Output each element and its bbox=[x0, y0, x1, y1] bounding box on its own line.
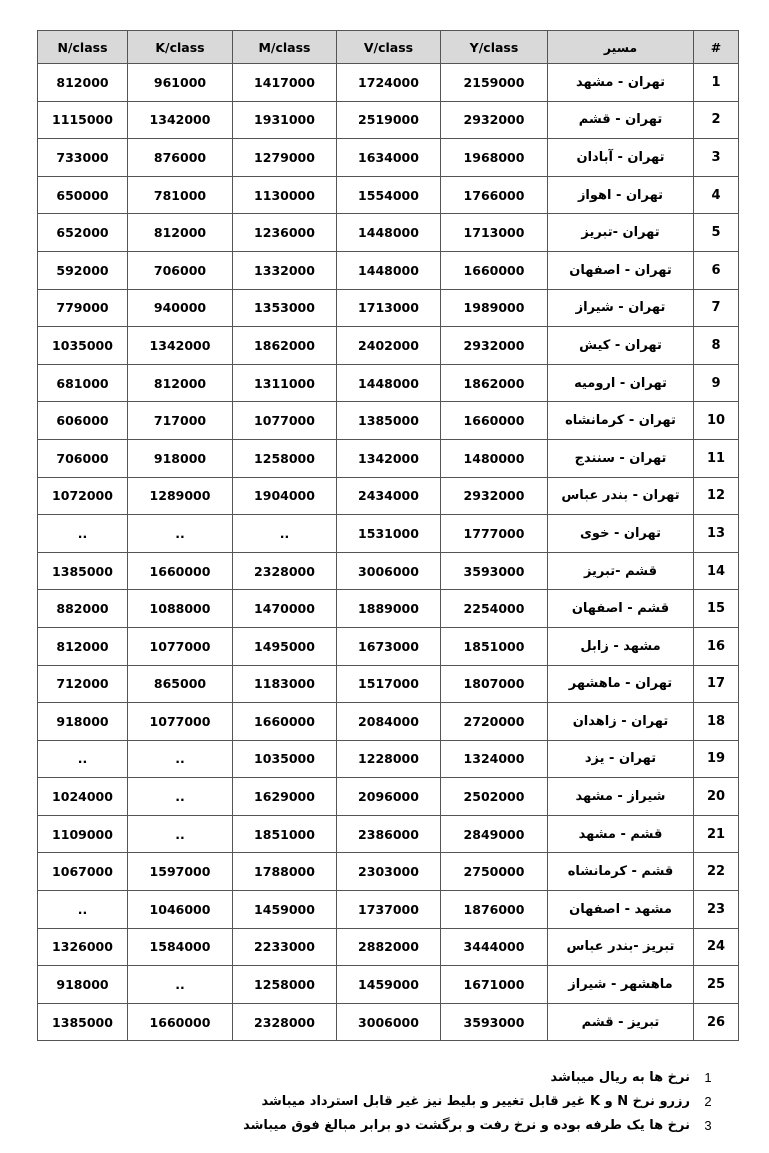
cell-k-class: 1660000 bbox=[128, 552, 233, 590]
cell-n-class: 882000 bbox=[38, 590, 128, 628]
cell-y-class: 1876000 bbox=[441, 891, 548, 929]
cell-k-class: 1289000 bbox=[128, 477, 233, 515]
table-row bbox=[38, 891, 739, 929]
cell-index: 14 bbox=[694, 552, 739, 590]
cell-n-class: 650000 bbox=[38, 176, 128, 214]
cell-m-class: 1258000 bbox=[233, 966, 337, 1004]
cell-m-class: 1862000 bbox=[233, 327, 337, 365]
table-row bbox=[38, 778, 739, 816]
note-item bbox=[200, 1089, 720, 1113]
cell-v-class: 2096000 bbox=[337, 778, 441, 816]
cell-k-class: 961000 bbox=[128, 64, 233, 102]
cell-n-class: 1326000 bbox=[38, 928, 128, 966]
header-index: # bbox=[694, 31, 739, 64]
cell-route: تهران - ارومیه bbox=[548, 364, 694, 402]
cell-m-class: 1417000 bbox=[233, 64, 337, 102]
header-row bbox=[38, 31, 739, 64]
cell-y-class: 2750000 bbox=[441, 853, 548, 891]
cell-route: ماهشهر - شیراز bbox=[548, 966, 694, 1004]
table-row bbox=[38, 364, 739, 402]
cell-index: 13 bbox=[694, 515, 739, 553]
cell-index: 5 bbox=[694, 214, 739, 252]
cell-route: تهران - آبادان bbox=[548, 139, 694, 177]
note-text: نرخ ها یک طرفه بوده و نرخ رفت و برگشت دو برابر مبالغ فوق میباشد bbox=[243, 1117, 690, 1133]
cell-k-class: .. bbox=[128, 778, 233, 816]
header-v-class: V/class bbox=[337, 31, 441, 64]
cell-k-class: 1088000 bbox=[128, 590, 233, 628]
cell-n-class: .. bbox=[38, 740, 128, 778]
cell-m-class: 2328000 bbox=[233, 1003, 337, 1041]
cell-route: تبریز -بندر عباس bbox=[548, 928, 694, 966]
cell-route: مشهد - اصفهان bbox=[548, 891, 694, 929]
table-row bbox=[38, 214, 739, 252]
cell-route: تهران - اهواز bbox=[548, 176, 694, 214]
cell-route: قشم - کرمانشاه bbox=[548, 853, 694, 891]
cell-index: 6 bbox=[694, 251, 739, 289]
cell-k-class: 706000 bbox=[128, 251, 233, 289]
table-row bbox=[38, 552, 739, 590]
cell-y-class: 2254000 bbox=[441, 590, 548, 628]
cell-route: تهران - کرمانشاه bbox=[548, 402, 694, 440]
cell-k-class: 1077000 bbox=[128, 703, 233, 741]
note-number: 3 bbox=[704, 1117, 712, 1133]
cell-m-class: 1353000 bbox=[233, 289, 337, 327]
cell-n-class: 606000 bbox=[38, 402, 128, 440]
header-y-class: Y/class bbox=[441, 31, 548, 64]
note-text: نرخ ها به ریال میباشد bbox=[550, 1069, 690, 1085]
table-row bbox=[38, 327, 739, 365]
cell-v-class: 1448000 bbox=[337, 214, 441, 252]
cell-v-class: 1385000 bbox=[337, 402, 441, 440]
cell-route: تهران - ماهشهر bbox=[548, 665, 694, 703]
table-row bbox=[38, 740, 739, 778]
cell-index: 16 bbox=[694, 627, 739, 665]
cell-y-class: 2159000 bbox=[441, 64, 548, 102]
cell-n-class: 779000 bbox=[38, 289, 128, 327]
cell-index: 4 bbox=[694, 176, 739, 214]
cell-n-class: .. bbox=[38, 891, 128, 929]
cell-y-class: 2932000 bbox=[441, 101, 548, 139]
cell-v-class: 1448000 bbox=[337, 251, 441, 289]
note-item bbox=[200, 1065, 720, 1089]
cell-route: قشم - اصفهان bbox=[548, 590, 694, 628]
cell-route: تهران - خوی bbox=[548, 515, 694, 553]
cell-route: تهران - شیراز bbox=[548, 289, 694, 327]
cell-route: تهران - زاهدان bbox=[548, 703, 694, 741]
cell-n-class: 918000 bbox=[38, 703, 128, 741]
cell-y-class: 2932000 bbox=[441, 327, 548, 365]
cell-k-class: 1584000 bbox=[128, 928, 233, 966]
cell-m-class: 1236000 bbox=[233, 214, 337, 252]
cell-v-class: 1459000 bbox=[337, 966, 441, 1004]
cell-y-class: 2932000 bbox=[441, 477, 548, 515]
cell-v-class: 1713000 bbox=[337, 289, 441, 327]
cell-v-class: 2882000 bbox=[337, 928, 441, 966]
cell-y-class: 1480000 bbox=[441, 439, 548, 477]
cell-k-class: .. bbox=[128, 815, 233, 853]
cell-m-class: 1495000 bbox=[233, 627, 337, 665]
cell-m-class: 1931000 bbox=[233, 101, 337, 139]
cell-v-class: 2084000 bbox=[337, 703, 441, 741]
cell-n-class: 681000 bbox=[38, 364, 128, 402]
cell-v-class: 1342000 bbox=[337, 439, 441, 477]
cell-y-class: 1851000 bbox=[441, 627, 548, 665]
cell-v-class: 1448000 bbox=[337, 364, 441, 402]
cell-y-class: 3593000 bbox=[441, 552, 548, 590]
cell-y-class: 1777000 bbox=[441, 515, 548, 553]
cell-index: 15 bbox=[694, 590, 739, 628]
cell-index: 12 bbox=[694, 477, 739, 515]
cell-n-class: 592000 bbox=[38, 251, 128, 289]
table-row bbox=[38, 815, 739, 853]
cell-route: تهران - مشهد bbox=[548, 64, 694, 102]
header-k-class: K/class bbox=[128, 31, 233, 64]
table-row bbox=[38, 703, 739, 741]
table-header bbox=[38, 31, 739, 64]
cell-index: 11 bbox=[694, 439, 739, 477]
cell-y-class: 1660000 bbox=[441, 251, 548, 289]
cell-route: مشهد - زابل bbox=[548, 627, 694, 665]
cell-v-class: 3006000 bbox=[337, 552, 441, 590]
cell-n-class: 1072000 bbox=[38, 477, 128, 515]
cell-route: شیراز - مشهد bbox=[548, 778, 694, 816]
table-row bbox=[38, 477, 739, 515]
cell-k-class: 1597000 bbox=[128, 853, 233, 891]
table-row bbox=[38, 139, 739, 177]
table-row bbox=[38, 665, 739, 703]
cell-index: 21 bbox=[694, 815, 739, 853]
cell-y-class: 2720000 bbox=[441, 703, 548, 741]
cell-n-class: 812000 bbox=[38, 64, 128, 102]
cell-route: تهران - کیش bbox=[548, 327, 694, 365]
table-row bbox=[38, 101, 739, 139]
header-route: مسیر bbox=[548, 31, 694, 64]
cell-v-class: 1554000 bbox=[337, 176, 441, 214]
table-row bbox=[38, 928, 739, 966]
cell-y-class: 1766000 bbox=[441, 176, 548, 214]
cell-m-class: 1904000 bbox=[233, 477, 337, 515]
table-row bbox=[38, 439, 739, 477]
cell-n-class: 706000 bbox=[38, 439, 128, 477]
cell-index: 10 bbox=[694, 402, 739, 440]
table-row bbox=[38, 515, 739, 553]
cell-y-class: 1989000 bbox=[441, 289, 548, 327]
cell-k-class: 717000 bbox=[128, 402, 233, 440]
cell-m-class: 1332000 bbox=[233, 251, 337, 289]
cell-k-class: .. bbox=[128, 515, 233, 553]
cell-route: تهران - یزد bbox=[548, 740, 694, 778]
cell-index: 7 bbox=[694, 289, 739, 327]
cell-n-class: 652000 bbox=[38, 214, 128, 252]
cell-v-class: 1228000 bbox=[337, 740, 441, 778]
cell-n-class: 712000 bbox=[38, 665, 128, 703]
cell-route: تهران - بندر عباس bbox=[548, 477, 694, 515]
table-row bbox=[38, 64, 739, 102]
note-text: رزرو نرخ N و K غیر قابل تغییر و بلیط نیز غیر قابل استرداد میباشد bbox=[261, 1093, 690, 1109]
cell-m-class: 1788000 bbox=[233, 853, 337, 891]
cell-index: 17 bbox=[694, 665, 739, 703]
cell-k-class: 918000 bbox=[128, 439, 233, 477]
cell-k-class: 865000 bbox=[128, 665, 233, 703]
cell-v-class: 1724000 bbox=[337, 64, 441, 102]
cell-m-class: 2233000 bbox=[233, 928, 337, 966]
cell-n-class: 733000 bbox=[38, 139, 128, 177]
cell-v-class: 2303000 bbox=[337, 853, 441, 891]
table-row bbox=[38, 853, 739, 891]
cell-route: تهران - سنندج bbox=[548, 439, 694, 477]
cell-n-class: 1035000 bbox=[38, 327, 128, 365]
table-row bbox=[38, 402, 739, 440]
cell-k-class: 1660000 bbox=[128, 1003, 233, 1041]
table-row bbox=[38, 176, 739, 214]
cell-m-class: 2328000 bbox=[233, 552, 337, 590]
cell-k-class: 1077000 bbox=[128, 627, 233, 665]
cell-route: تبریز - قشم bbox=[548, 1003, 694, 1041]
cell-index: 2 bbox=[694, 101, 739, 139]
cell-k-class: 1342000 bbox=[128, 327, 233, 365]
cell-index: 3 bbox=[694, 139, 739, 177]
cell-index: 18 bbox=[694, 703, 739, 741]
cell-index: 19 bbox=[694, 740, 739, 778]
cell-n-class: 812000 bbox=[38, 627, 128, 665]
cell-n-class: .. bbox=[38, 515, 128, 553]
fare-table bbox=[37, 30, 739, 1041]
cell-m-class: 1459000 bbox=[233, 891, 337, 929]
note-item bbox=[200, 1113, 720, 1137]
cell-y-class: 1968000 bbox=[441, 139, 548, 177]
cell-index: 20 bbox=[694, 778, 739, 816]
cell-y-class: 1671000 bbox=[441, 966, 548, 1004]
cell-m-class: 1851000 bbox=[233, 815, 337, 853]
cell-v-class: 2402000 bbox=[337, 327, 441, 365]
cell-index: 9 bbox=[694, 364, 739, 402]
cell-v-class: 1737000 bbox=[337, 891, 441, 929]
cell-k-class: 1342000 bbox=[128, 101, 233, 139]
note-number: 2 bbox=[704, 1093, 712, 1109]
header-n-class: N/class bbox=[38, 31, 128, 64]
cell-k-class: 781000 bbox=[128, 176, 233, 214]
cell-v-class: 2434000 bbox=[337, 477, 441, 515]
cell-k-class: .. bbox=[128, 740, 233, 778]
cell-m-class: 1629000 bbox=[233, 778, 337, 816]
note-number: 1 bbox=[704, 1069, 712, 1085]
cell-n-class: 1067000 bbox=[38, 853, 128, 891]
cell-n-class: 1109000 bbox=[38, 815, 128, 853]
table-row bbox=[38, 966, 739, 1004]
cell-v-class: 1634000 bbox=[337, 139, 441, 177]
table-row bbox=[38, 627, 739, 665]
cell-v-class: 2386000 bbox=[337, 815, 441, 853]
table-row bbox=[38, 289, 739, 327]
cell-index: 22 bbox=[694, 853, 739, 891]
cell-y-class: 3593000 bbox=[441, 1003, 548, 1041]
cell-route: تهران - قشم bbox=[548, 101, 694, 139]
cell-y-class: 1660000 bbox=[441, 402, 548, 440]
table-row bbox=[38, 251, 739, 289]
cell-k-class: 876000 bbox=[128, 139, 233, 177]
cell-index: 8 bbox=[694, 327, 739, 365]
cell-v-class: 1517000 bbox=[337, 665, 441, 703]
table-row bbox=[38, 590, 739, 628]
cell-n-class: 1385000 bbox=[38, 552, 128, 590]
cell-index: 1 bbox=[694, 64, 739, 102]
cell-v-class: 1889000 bbox=[337, 590, 441, 628]
cell-m-class: 1183000 bbox=[233, 665, 337, 703]
cell-n-class: 1115000 bbox=[38, 101, 128, 139]
cell-y-class: 1713000 bbox=[441, 214, 548, 252]
cell-k-class: 940000 bbox=[128, 289, 233, 327]
cell-index: 24 bbox=[694, 928, 739, 966]
cell-y-class: 2502000 bbox=[441, 778, 548, 816]
cell-m-class: 1279000 bbox=[233, 139, 337, 177]
notes-list bbox=[200, 1065, 720, 1137]
table-body bbox=[38, 64, 739, 1041]
cell-y-class: 2849000 bbox=[441, 815, 548, 853]
cell-n-class: 1024000 bbox=[38, 778, 128, 816]
cell-m-class: 1311000 bbox=[233, 364, 337, 402]
cell-m-class: .. bbox=[233, 515, 337, 553]
cell-index: 26 bbox=[694, 1003, 739, 1041]
cell-n-class: 1385000 bbox=[38, 1003, 128, 1041]
cell-k-class: 812000 bbox=[128, 364, 233, 402]
table-row bbox=[38, 1003, 739, 1041]
cell-m-class: 1470000 bbox=[233, 590, 337, 628]
cell-y-class: 1807000 bbox=[441, 665, 548, 703]
cell-m-class: 1130000 bbox=[233, 176, 337, 214]
cell-v-class: 3006000 bbox=[337, 1003, 441, 1041]
cell-n-class: 918000 bbox=[38, 966, 128, 1004]
cell-route: تهران -تبریز bbox=[548, 214, 694, 252]
cell-v-class: 2519000 bbox=[337, 101, 441, 139]
cell-route: تهران - اصفهان bbox=[548, 251, 694, 289]
cell-m-class: 1258000 bbox=[233, 439, 337, 477]
cell-k-class: 812000 bbox=[128, 214, 233, 252]
cell-k-class: 1046000 bbox=[128, 891, 233, 929]
cell-m-class: 1077000 bbox=[233, 402, 337, 440]
cell-k-class: .. bbox=[128, 966, 233, 1004]
cell-y-class: 1324000 bbox=[441, 740, 548, 778]
cell-route: قشم - مشهد bbox=[548, 815, 694, 853]
cell-y-class: 3444000 bbox=[441, 928, 548, 966]
cell-y-class: 1862000 bbox=[441, 364, 548, 402]
cell-route: قشم -تبریز bbox=[548, 552, 694, 590]
header-m-class: M/class bbox=[233, 31, 337, 64]
cell-m-class: 1035000 bbox=[233, 740, 337, 778]
cell-v-class: 1673000 bbox=[337, 627, 441, 665]
cell-index: 23 bbox=[694, 891, 739, 929]
cell-index: 25 bbox=[694, 966, 739, 1004]
cell-m-class: 1660000 bbox=[233, 703, 337, 741]
cell-v-class: 1531000 bbox=[337, 515, 441, 553]
